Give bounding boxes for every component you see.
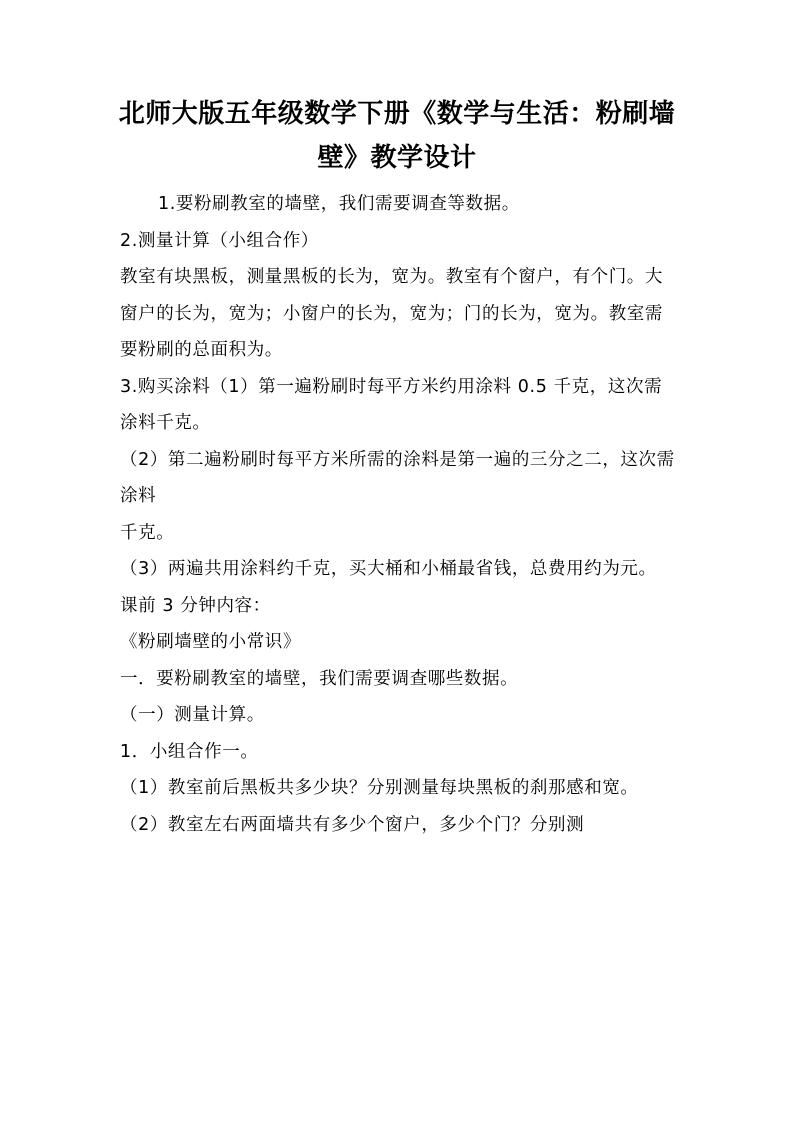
document-body <box>120 186 680 843</box>
paragraph-blackboards: （1）教室前后黑板共多少块？分别测量每块黑板的刹那感和宽。 <box>120 778 639 798</box>
paragraph-measure-calc: （一）测量计算。 <box>120 705 265 725</box>
paragraph-survey-data: 1.要粉刷教室的墙壁，我们需要调查等数据。 <box>158 194 520 214</box>
paragraph-group-work: 1．小组合作一。 <box>120 741 259 762</box>
paragraph-pre-class: 课前 3 分钟内容： <box>120 595 271 616</box>
paragraph-buy-paint: 3.购买涂料（1）第一遍粉刷时每平方米约用涂料 0.5 千克，这次需涂料千克。 <box>120 376 663 433</box>
paragraph-second-coat: （2）第二遍粉刷时每平方米所需的涂料是第一遍的三分之二，这次需涂料 <box>120 449 675 506</box>
paragraph-classroom-measurements: 教室有块黑板，测量黑板的长为，宽为。教室有个窗户，有个门。大窗户的长为，宽为；小窗户的长为，宽为；门的长为，宽为。教室需要粉刷的总面积为。 <box>120 267 663 360</box>
paragraph-windows-doors: （2）教室左右两面墙共有多少个窗户，多少个门？分别测 <box>120 814 585 835</box>
paragraph-tips-title: 《粉刷墙壁的小常识》 <box>120 632 301 652</box>
document-title: 北师大版五年级数学下册《数学与生活：粉刷墙壁》教学设计 <box>118 99 676 173</box>
paragraph-measure-heading: 2.测量计算（小组合作） <box>120 230 319 251</box>
paragraph-section-one: 一．要粉刷教室的墙壁，我们需要调查哪些数据。 <box>120 668 519 689</box>
paragraph-total-cost: （3）两遍共用涂料约千克，买大桶和小桶最省钱，总费用约为元。 <box>120 559 657 579</box>
paragraph-kilograms: 千克。 <box>120 522 175 543</box>
